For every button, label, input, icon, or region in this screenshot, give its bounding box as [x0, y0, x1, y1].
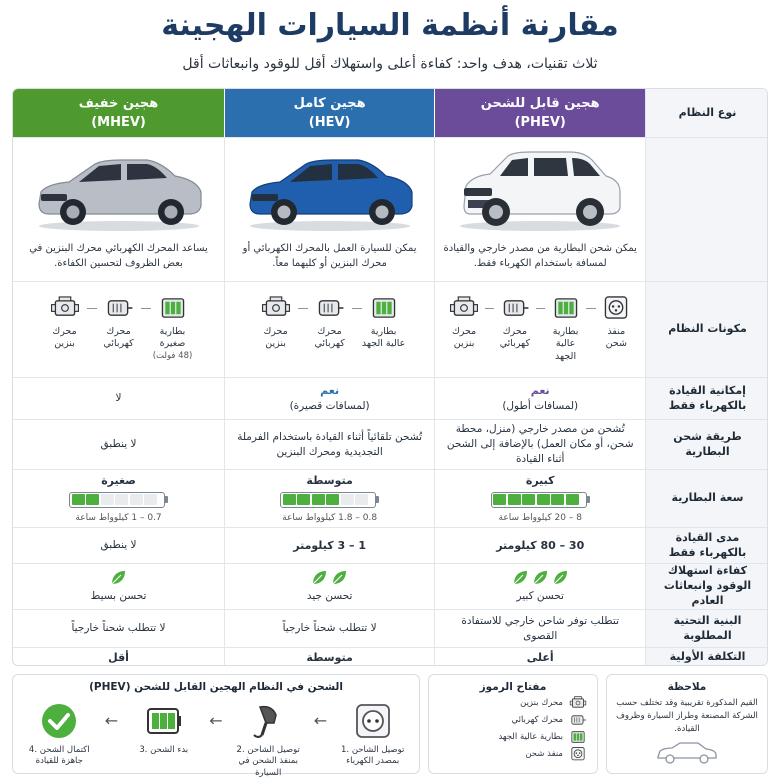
charge-port-icon	[601, 296, 631, 320]
page-title: مقارنة أنظمة السيارات الهجينة	[161, 8, 619, 43]
battery-segment	[130, 494, 143, 505]
legend-item-motor: محرك كهربائي	[439, 713, 587, 727]
phev-description: يمكن شحن البطارية من مصدر خارجي والقيادة لمسافة باستخدام الكهرباء فقط.	[443, 243, 637, 269]
component-link	[141, 308, 151, 309]
mhev-battery-capacity: صغيرة 0.7 – 1 كيلوواط ساعة	[13, 470, 224, 527]
mhev-ev-only: لا	[115, 392, 122, 405]
battery-capacity-row	[13, 469, 768, 527]
battery-segment	[566, 494, 579, 505]
battery-segment	[522, 494, 535, 505]
infrastructure-row	[13, 609, 768, 647]
phev-ev-range: 30 – 80 كيلومتر	[434, 528, 645, 563]
charging-step-2: 2. توصيل الشاحن بمنفذ الشحن في السيارة	[233, 701, 303, 779]
note-text: القيم المذكورة تقريبية وقد تختلف حسب الشركة المصنعة وطراز السيارة وظروف القيادة.	[616, 698, 758, 734]
page-subtitle: ثلاث تقنيات، هدف واحد: كفاءة أعلى واستهلاك أقل للوقود وانبعاثات أقل	[182, 56, 598, 72]
battery-segment	[326, 494, 339, 505]
battery-segment	[493, 494, 506, 505]
engine-icon	[50, 296, 80, 320]
hev-ev-range: 1 – 3 كيلومتر	[224, 528, 435, 563]
charging-gun-icon	[248, 701, 288, 741]
component-link	[536, 308, 545, 309]
phev-charging: تُشحن من مصدر خارجي (منزل، محطة شحن، أو مكان العمل) بالإضافة إلى الشحن أثناء القيادة	[434, 420, 645, 469]
checkmark-icon	[39, 701, 79, 741]
car-row	[13, 137, 768, 281]
legend-box	[428, 674, 598, 774]
phev-name: هجين قابل للشحن	[480, 95, 600, 111]
charging-steps	[13, 701, 419, 779]
leaf-icon	[532, 569, 549, 586]
legend-item-charge-port: منفذ شحن	[439, 747, 587, 761]
row-label-ev-range: مدى القيادة بالكهرباء فقط	[645, 528, 768, 563]
note-title: ملاحظة	[667, 681, 707, 693]
efficiency-leaves	[512, 569, 569, 586]
battery-segment	[355, 494, 368, 505]
hev-efficiency: تحسن جيد	[224, 564, 435, 609]
battery-charging-icon	[144, 701, 184, 741]
phev-abbr: (PHEV)	[514, 115, 566, 130]
row-label-cost: التكلفة الأولية	[645, 648, 768, 666]
hev-infrastructure: لا تتطلب شحناً خارجياً	[224, 610, 435, 647]
electric-motor-icon	[315, 296, 345, 320]
mhev-name: هجين خفيف	[78, 95, 159, 111]
row-label-efficiency: كفاءة استهلاك الوقود وانبعاثات العادم	[645, 564, 768, 609]
ev-range-row	[13, 527, 768, 563]
engine-icon	[569, 696, 587, 710]
component-charge-port: منفذ شحن	[596, 296, 637, 351]
table-header-row	[13, 89, 768, 137]
row-label-battery-capacity: سعة البطارية	[645, 470, 768, 527]
hev-description: يمكن للسيارة العمل بالمحرك الكهربائي أو محرك البنزين أو كليهما معاً.	[242, 243, 417, 269]
battery-segment	[72, 494, 85, 505]
battery-segment	[341, 494, 354, 505]
mhev-ev-range: لا ينطبق	[100, 539, 137, 552]
components-row	[13, 281, 768, 377]
component-engine: محرك بنزين	[43, 296, 87, 351]
battery-segment	[508, 494, 521, 505]
legend-title: مفتاح الرموز	[479, 681, 547, 693]
battery-icon	[551, 296, 581, 320]
efficiency-row	[13, 563, 768, 609]
electric-motor-icon	[569, 713, 587, 727]
component-link	[87, 308, 97, 309]
row-label-components: مكونات النظام	[645, 282, 768, 377]
silver-sedan-image	[29, 144, 209, 234]
battery-icon	[158, 296, 188, 320]
row-label-infrastructure: البنية التحتية المطلوبة	[645, 610, 768, 647]
ev-only-row	[13, 377, 768, 419]
battery-segment	[312, 494, 325, 505]
battery-segment	[101, 494, 114, 505]
mhev-infrastructure: لا تتطلب شحناً خارجياً	[71, 622, 166, 635]
battery-level-gauge	[69, 492, 168, 508]
row-label-system-type: نوع النظام	[645, 89, 768, 137]
leaf-icon	[512, 569, 529, 586]
mhev-car-cell	[13, 138, 224, 281]
electric-motor-icon	[104, 296, 134, 320]
phev-car-cell	[434, 138, 645, 281]
component-link	[298, 308, 308, 309]
component-motor: محرك كهربائي	[97, 296, 141, 351]
battery-level-gauge	[280, 492, 379, 508]
component-battery: بطارية صغيرة (48 فولت)	[151, 296, 195, 362]
phev-battery-capacity: كبيرة 8 – 20 كيلوواط ساعة	[434, 470, 645, 527]
phev-infrastructure: تتطلب توفر شاحن خارجي للاستفادة القصوى	[434, 610, 645, 647]
electric-motor-icon	[500, 296, 530, 320]
phev-efficiency: تحسن كبير	[434, 564, 645, 609]
arrow-icon: ←	[313, 711, 328, 730]
row-label-ev-only: إمكانية القيادة بالكهرباء فقط	[645, 378, 768, 419]
component-link	[485, 308, 494, 309]
battery-level-gauge	[491, 492, 590, 508]
legend-item-battery: بطارية عالية الجهد	[439, 730, 587, 744]
hev-car-cell	[224, 138, 435, 281]
wall-socket-icon	[353, 701, 393, 741]
phev-components	[434, 282, 645, 377]
mhev-abbr: (MHEV)	[91, 115, 146, 130]
mhev-efficiency: تحسن بسيط	[13, 564, 224, 609]
component-link	[586, 308, 595, 309]
charging-row	[13, 419, 768, 469]
row-label-empty	[645, 138, 768, 281]
component-battery: بطارية عالية الجهد	[545, 296, 586, 363]
component-link	[352, 308, 362, 309]
component-engine: محرك بنزين	[254, 296, 298, 351]
car-outline-icon	[652, 739, 722, 765]
hev-abbr: (HEV)	[308, 115, 351, 130]
arrow-icon: ←	[209, 711, 223, 730]
component-motor: محرك كهربائي	[494, 296, 535, 351]
efficiency-leaves	[110, 569, 127, 586]
component-engine: محرك بنزين	[443, 296, 484, 351]
battery-segment	[551, 494, 564, 505]
arrow-icon: ←	[104, 711, 119, 730]
charge-port-icon	[569, 747, 587, 761]
white-suv-image	[450, 144, 630, 234]
note-box	[606, 674, 768, 774]
cost-row	[13, 647, 768, 666]
column-header-mhev	[13, 89, 224, 137]
battery-segment	[144, 494, 157, 505]
battery-segment	[86, 494, 99, 505]
phev-cost: أعلى	[434, 648, 645, 666]
battery-segment	[283, 494, 296, 505]
efficiency-leaves	[311, 569, 348, 586]
charging-step-1: 1. توصيل الشاحن بمصدر الكهرباء	[338, 701, 408, 768]
hev-cost: متوسطة	[224, 648, 435, 666]
leaf-icon	[552, 569, 569, 586]
hev-name: هجين كامل	[293, 95, 366, 111]
blue-sedan-image	[240, 144, 420, 234]
phev-ev-only: نعم (لمسافات أطول)	[434, 378, 645, 419]
component-battery: بطارية عالية الجهد	[362, 296, 406, 351]
battery-segment	[537, 494, 550, 505]
mhev-components	[13, 282, 224, 377]
battery-icon	[569, 730, 587, 744]
hev-charging: تُشحن تلقائياً أثناء القيادة باستخدام الفرملة التجديدية ومحرك البنزين	[224, 420, 435, 469]
component-motor: محرك كهربائي	[308, 296, 352, 351]
leaf-icon	[110, 569, 127, 586]
charging-step-4: 4. اكتمال الشحن جاهزة للقيادة	[24, 701, 94, 768]
battery-icon	[369, 296, 399, 320]
charging-process-box	[12, 674, 420, 778]
hev-battery-capacity: متوسطة 0.8 – 1.8 كيلوواط ساعة	[224, 470, 435, 527]
battery-segment	[297, 494, 310, 505]
mhev-charging: لا ينطبق	[100, 438, 137, 451]
hev-ev-only: نعم (لمسافات قصيرة)	[224, 378, 435, 419]
engine-icon	[449, 296, 479, 320]
mhev-description: يساعد المحرك الكهربائي محرك البنزين في بعض الظروف لتحسين الكفاءة.	[29, 243, 208, 269]
battery-segment	[115, 494, 128, 505]
leaf-icon	[331, 569, 348, 586]
legend-item-engine: محرك بنزين	[439, 696, 587, 710]
comparison-table	[12, 88, 768, 666]
charging-process-title: الشحن في النظام الهجين القابل للشحن (PHEV)	[89, 681, 343, 693]
charging-step-3: 3. بدء الشحن	[129, 701, 199, 756]
column-header-phev	[434, 89, 645, 137]
mhev-cost: أقل	[108, 650, 129, 664]
row-label-charging: طريقة شحن البطارية	[645, 420, 768, 469]
hev-components	[224, 282, 435, 377]
battery-voltage-note: (48 فولت)	[152, 350, 193, 361]
engine-icon	[261, 296, 291, 320]
leaf-icon	[311, 569, 328, 586]
column-header-hev	[224, 89, 435, 137]
